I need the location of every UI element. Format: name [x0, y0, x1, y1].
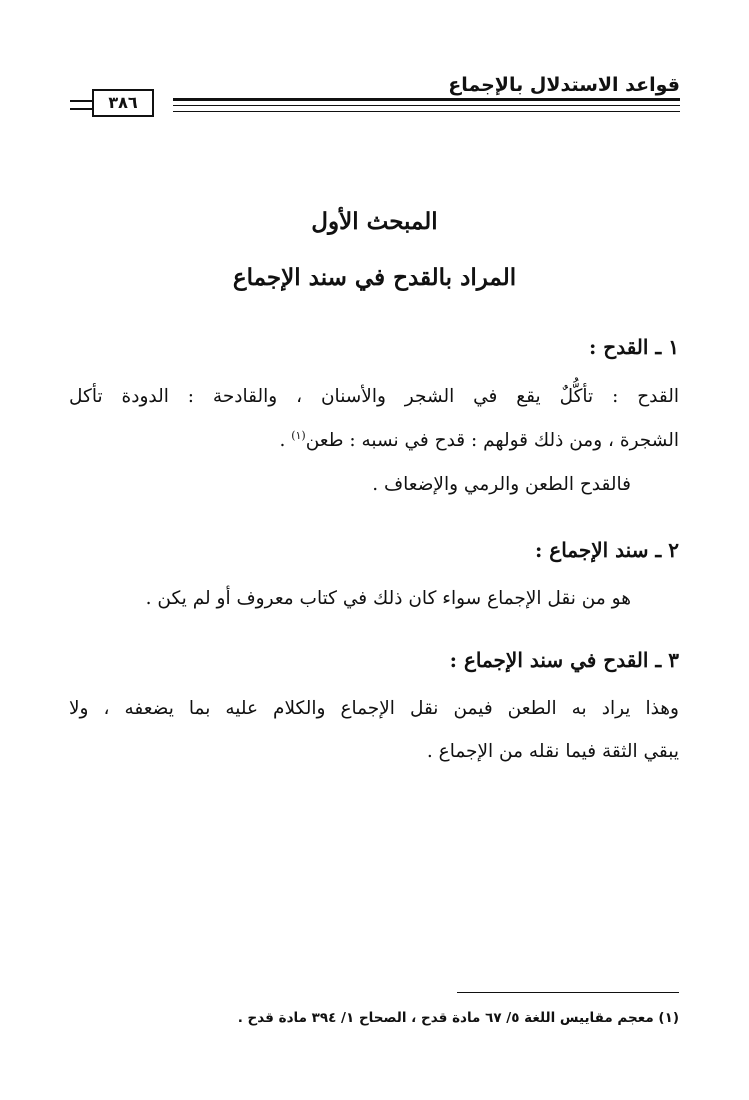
running-title: قواعد الاستدلال بالإجماع	[448, 74, 680, 96]
paragraph-line: هو من نقل الإجماع سواء كان ذلك في كتاب معروف أو لم يكن .	[145, 588, 631, 609]
item-title-2: ٢ ـ سند الإجماع :	[534, 538, 679, 562]
paragraph-line: يبقي الثقة فيما نقله من الإجماع .	[426, 741, 679, 762]
footnote-separator	[457, 992, 679, 993]
paragraph-line: فالقدح الطعن والرمي والإضعاف .	[372, 474, 631, 495]
paragraph-line-text: الشجرة ، ومن ذلك قولهم : قدح في نسبه : طعن	[305, 430, 679, 452]
item-title-1: ١ ـ القدح :	[588, 335, 679, 359]
paragraph-line: القدح : تأكُّلٌ يقع في الشجر والأسنان ، والقادحة : الدودة تأكل	[69, 386, 679, 407]
page-number: ٣٨٦	[92, 89, 154, 117]
header-rule	[173, 98, 680, 112]
section-heading: المبحث الأول	[311, 208, 438, 235]
paragraph-line-end: .	[279, 430, 292, 452]
paragraph-line: وهذا يراد به الطعن فيمن نقل الإجماع والكلام عليه بما يضعفه ، ولا	[69, 698, 679, 719]
subject-heading: المراد بالقدح في سند الإجماع	[232, 264, 517, 291]
paragraph-line	[279, 429, 679, 451]
item-title-3: ٣ ـ القدح في سند الإجماع :	[449, 648, 679, 672]
footnote-ref: (١)	[291, 429, 306, 442]
header-rule-stub	[70, 100, 92, 110]
footnote-text: (١) معجم مقاييس اللغة ٥/ ٦٧ مادة قدح ، الصحاح ١/ ٣٩٤ مادة قدح .	[237, 1010, 679, 1026]
running-header	[84, 70, 680, 120]
